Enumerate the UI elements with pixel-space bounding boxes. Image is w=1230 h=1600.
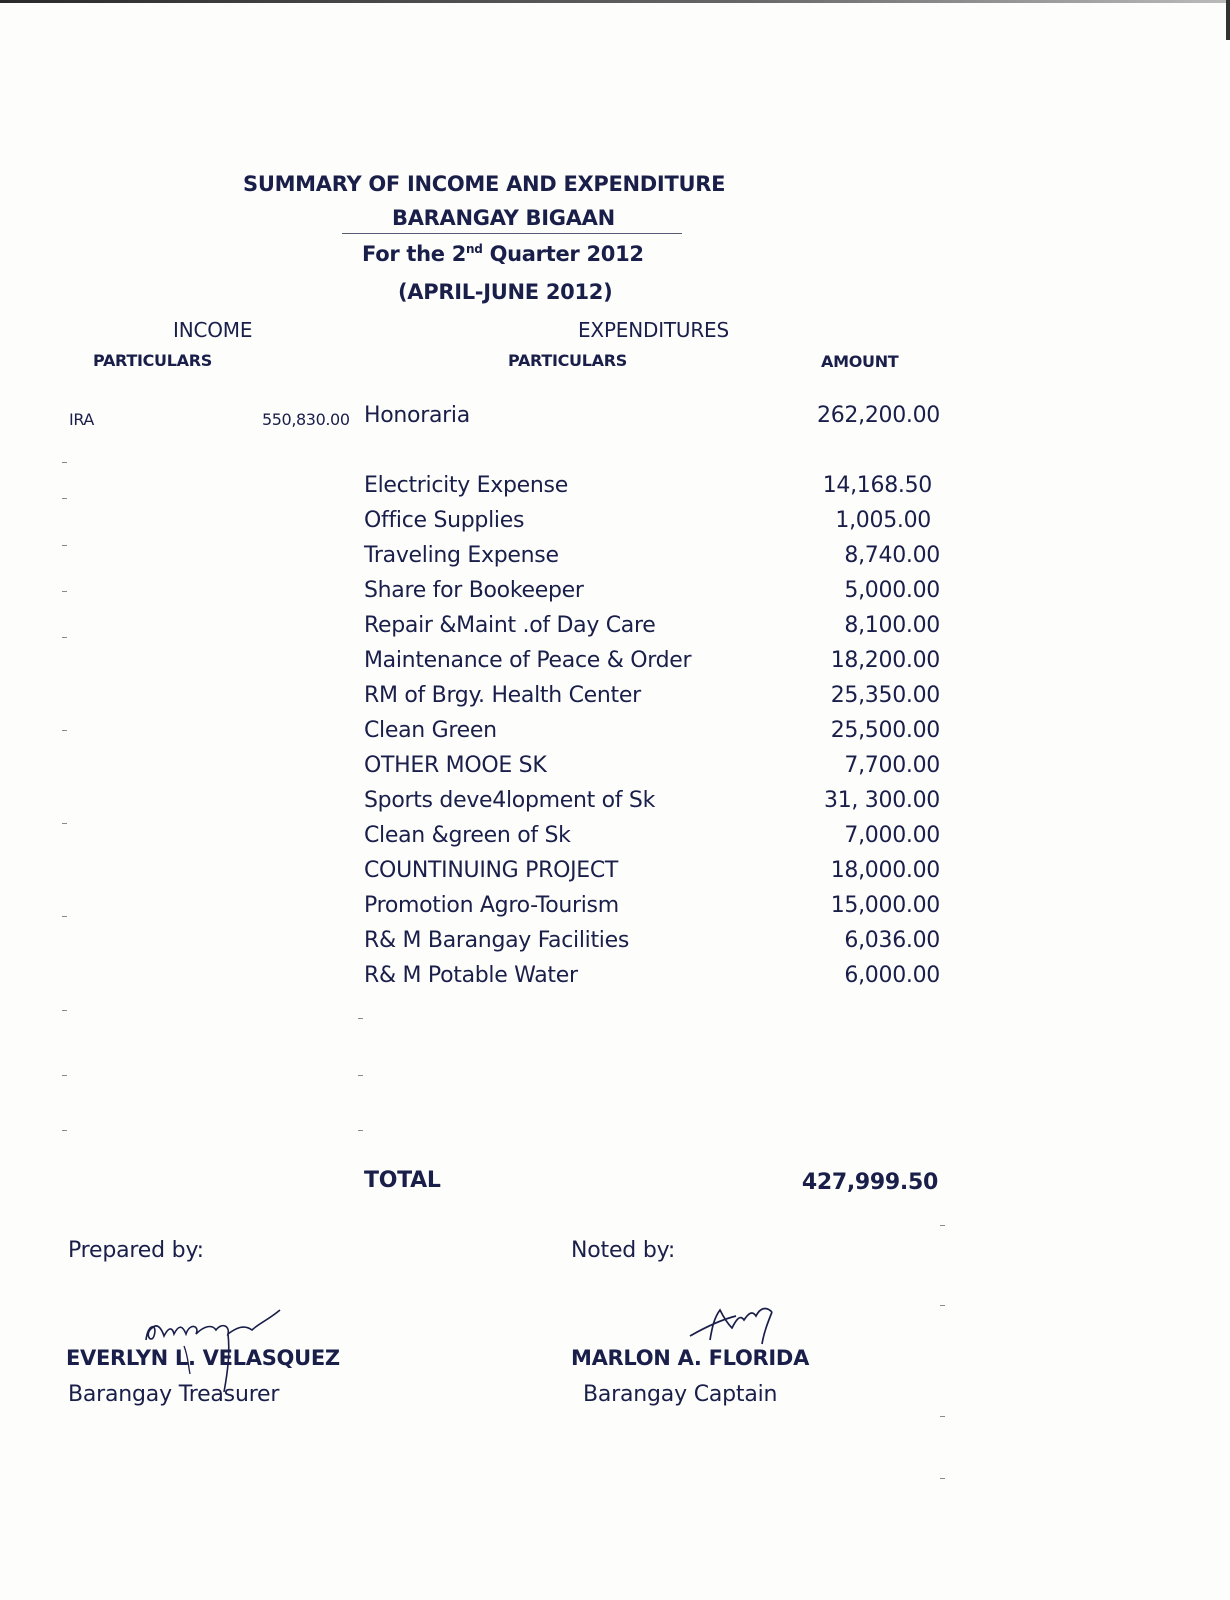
table-row (364, 578, 940, 610)
period-sup: nd (466, 242, 483, 256)
total-amount: 427,999.50 (801, 1170, 938, 1195)
expense-particular: Sports deve4lopment of Sk (364, 788, 656, 813)
scan-mark (62, 462, 67, 463)
title-underline (342, 233, 682, 234)
expense-amount: 6,036.00 (844, 928, 940, 953)
table-row (364, 543, 940, 575)
treasurer-name: EVERLYN L. VELASQUEZ (66, 1346, 340, 1370)
expense-amount: 18,200.00 (830, 648, 940, 673)
table-row (364, 788, 940, 820)
expense-particular: COUNTINUING PROJECT (364, 858, 619, 883)
table-row (364, 823, 940, 855)
captain-title: Barangay Captain (583, 1382, 778, 1407)
scan-mark (940, 1478, 945, 1479)
captain-name: MARLON A. FLORIDA (571, 1346, 810, 1370)
table-row (364, 473, 932, 505)
noted-by-label: Noted by: (571, 1238, 676, 1263)
table-row (364, 753, 940, 785)
expense-amount: 262,200.00 (817, 403, 940, 428)
expense-amount: 31, 300.00 (824, 788, 940, 813)
expense-particular: R& M Potable Water (364, 963, 578, 988)
expense-particular: Promotion Agro-Tourism (364, 893, 619, 918)
expenditure-particulars-label: PARTICULARS (508, 351, 627, 370)
expense-amount: 8,740.00 (844, 543, 940, 568)
scan-mark (62, 591, 67, 592)
scan-mark (62, 545, 67, 546)
table-row (364, 963, 940, 995)
scan-mark (62, 498, 67, 499)
expense-particular: Honoraria (364, 403, 470, 428)
expense-amount: 25,500.00 (830, 718, 940, 743)
expenditures-heading: EXPENDITURES (578, 318, 729, 342)
scan-edge-right (1226, 0, 1230, 40)
table-row (364, 683, 940, 715)
scan-edge (0, 0, 1230, 3)
scan-mark (62, 637, 67, 638)
expense-amount: 6,000.00 (844, 963, 940, 988)
expense-particular: Traveling Expense (364, 543, 559, 568)
expense-particular: Office Supplies (364, 508, 525, 533)
scan-mark (62, 823, 67, 824)
expense-particular: OTHER MOOE SK (364, 753, 547, 778)
scan-mark (62, 916, 67, 917)
expense-particular: Share for Bookeeper (364, 578, 584, 603)
table-row (364, 403, 940, 435)
barangay-name: BARANGAY BIGAAN (392, 206, 615, 230)
expense-amount: 7,000.00 (844, 823, 940, 848)
scan-mark (62, 1130, 67, 1131)
income-particulars-label: PARTICULARS (93, 351, 212, 370)
scan-mark (358, 1018, 363, 1019)
table-row (364, 893, 940, 925)
income-particular: IRA (69, 410, 94, 429)
scan-mark (62, 730, 67, 731)
table-row (364, 718, 940, 750)
table-row (364, 508, 931, 540)
period-prefix: For the 2 (362, 242, 467, 266)
income-amount: 550,830.00 (262, 410, 350, 429)
expense-amount: 15,000.00 (830, 893, 940, 918)
period-range: (APRIL-JUNE 2012) (398, 280, 613, 304)
period-suffix: Quarter 2012 (482, 242, 644, 266)
scan-mark (358, 1130, 363, 1131)
scan-mark (940, 1305, 945, 1306)
expense-amount: 25,350.00 (830, 683, 940, 708)
expense-amount: 8,100.00 (844, 613, 940, 638)
total-label: TOTAL (364, 1168, 441, 1193)
amount-label: AMOUNT (821, 352, 899, 371)
expense-amount: 1,005.00 (835, 508, 931, 533)
table-row (364, 858, 940, 890)
table-row (364, 648, 940, 680)
expense-particular: Clean Green (364, 718, 497, 743)
treasurer-title: Barangay Treasurer (68, 1382, 280, 1407)
expense-particular: Maintenance of Peace & Order (364, 648, 692, 673)
expense-particular: Electricity Expense (364, 473, 568, 498)
table-row (364, 928, 940, 960)
scan-mark (940, 1416, 945, 1417)
expense-particular: Repair &Maint .of Day Care (364, 613, 656, 638)
expense-particular: RM of Brgy. Health Center (364, 683, 641, 708)
document-title: SUMMARY OF INCOME AND EXPENDITURE (243, 172, 726, 196)
expense-amount: 5,000.00 (844, 578, 940, 603)
scan-mark (62, 1010, 67, 1011)
expense-particular: Clean &green of Sk (364, 823, 571, 848)
table-row (364, 613, 940, 645)
prepared-by-label: Prepared by: (68, 1238, 204, 1263)
period-line (362, 242, 644, 266)
expense-amount: 18,000.00 (830, 858, 940, 883)
expense-amount: 7,700.00 (844, 753, 940, 778)
scan-mark (358, 1075, 363, 1076)
expense-amount: 14,168.50 (822, 473, 932, 498)
income-heading: INCOME (173, 318, 253, 342)
expense-particular: R& M Barangay Facilities (364, 928, 629, 953)
scan-mark (62, 1075, 67, 1076)
scan-mark (940, 1225, 945, 1226)
